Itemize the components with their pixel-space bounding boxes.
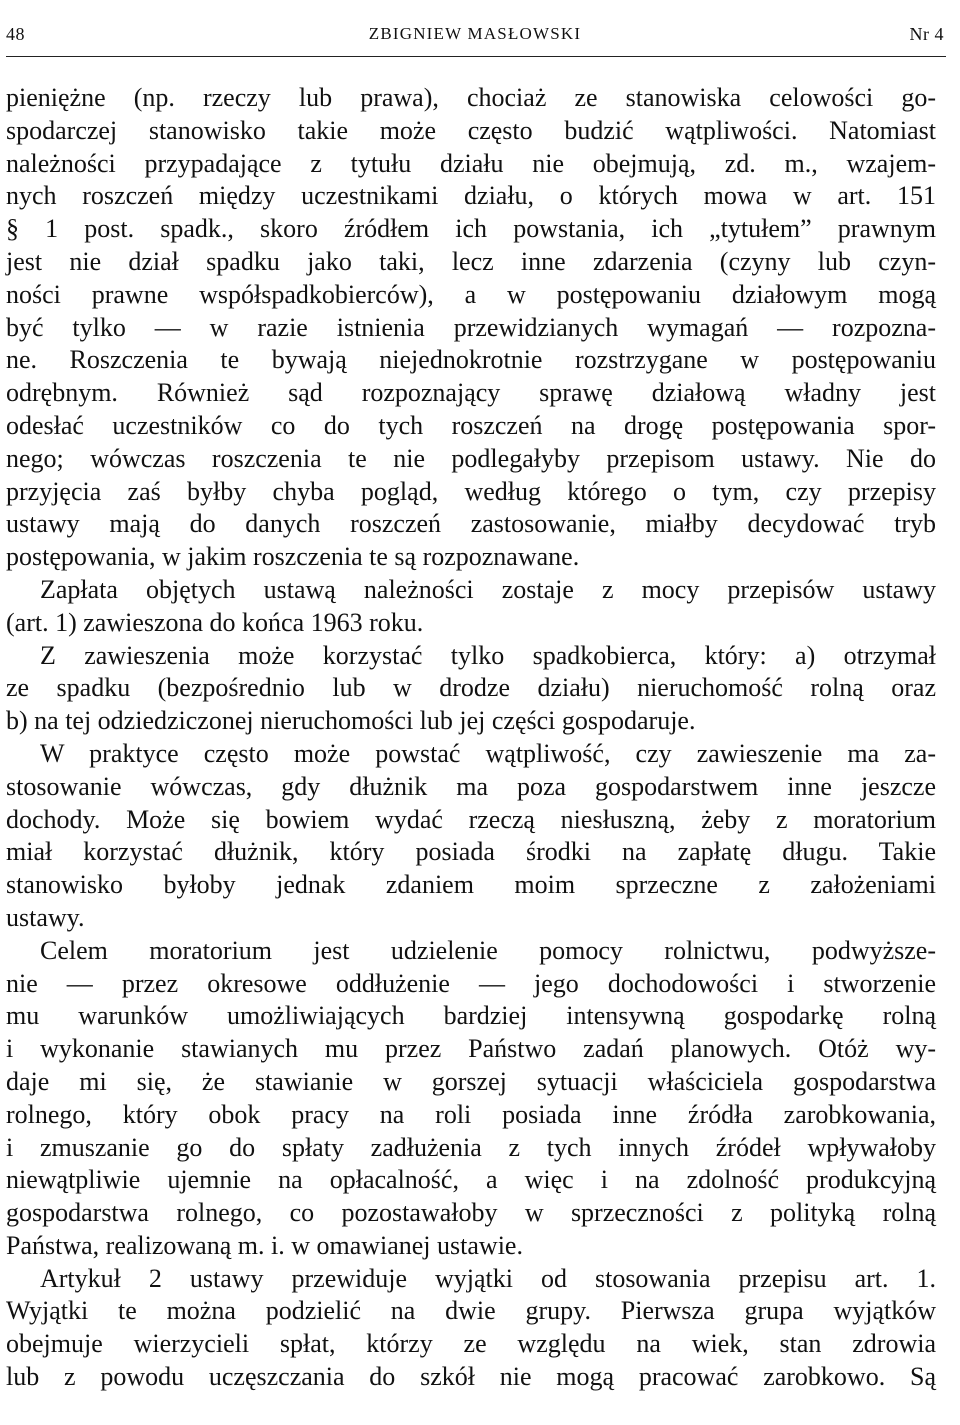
text-line: dochody. Może się bowiem wydać rzeczą niesłuszną, żeby z moratorium (6, 804, 936, 834)
text-line: ności prawne współspadkobierców), a w postępowaniu działowym mogą (6, 279, 936, 309)
text-line: pieniężne (np. rzeczy lub prawa), chociaż ze stanowiska celowości go- (6, 83, 936, 112)
text-line: mu warunków umożliwiających bardziej intensywną gospodarkę rolną (6, 1001, 936, 1031)
text-line: ustawy. (6, 902, 85, 932)
header-rule (6, 56, 946, 57)
text-line: nych roszczeń między uczestnikami działu, o których mowa w art. 151 (6, 181, 936, 211)
text-line: Zapłata objętych ustawą należności zostaje z mocy przepisów ustawy (40, 574, 936, 604)
running-head-author: ZBIGNIEW MASŁOWSKI (368, 24, 582, 43)
text-line: niewątpliwie ujemnie na opłacalność, a więc i na zdolność produkcyjną (6, 1165, 936, 1195)
text-line: gospodarstwa rolnego, co pozostawałoby w sprzeczności z polityką rolną (6, 1198, 936, 1228)
text-line: i wykonanie stawianych mu przez Państwo zadań planowych. Otóż wy- (6, 1034, 936, 1064)
text-line: jest nie dział spadku jako taki, lecz inne zdarzenia (czyny lub czyn- (6, 246, 936, 276)
text-line: rolnego, który obok pracy na roli posiada inne źródła zarobkowania, (6, 1099, 936, 1129)
text-line: przyjęcia zaś byłby chyba pogląd, według którego o tym, czy przepisy (6, 476, 936, 506)
text-line: ze spadku (bezpośrednio lub w drodze działu) nieruchomość rolną oraz (6, 673, 936, 703)
text-line: odesłać uczestników co do tych roszczeń na drogę postępowania spor- (6, 410, 936, 440)
text-line: ustawy mają do danych roszczeń zastosowanie, miałby decydować tryb (6, 509, 936, 539)
text-line: Artykuł 2 ustawy przewiduje wyjątki od stosowania przepisu art. 1. (40, 1263, 936, 1293)
text-line: (art. 1) zawieszona do końca 1963 roku. (6, 607, 424, 637)
text-line: stanowisko byłoby jednak zdaniem moim sprzeczne z założeniami (6, 870, 936, 900)
text-line: daje mi się, że stawianie w gorszej sytuacji właściciela gospodarstwa (6, 1066, 936, 1096)
issue-number: Nr 4 (909, 24, 944, 44)
page-number: 48 (6, 24, 25, 44)
text-line: ne. Roszczenia te bywają niejednokrotnie rozstrzygane w postępowaniu (6, 345, 936, 375)
text-line: nie — przez okresowe oddłużenie — jego dochodowości i stworzenie (6, 968, 936, 998)
text-line: miał korzystać dłużnik, który posiada środki na zapłatę długu. Takie (6, 837, 936, 867)
text-line: Wyjątki te można podzielić na dwie grupy. Pierwsza grupa wyjątków (6, 1296, 936, 1326)
text-line: Z zawieszenia może korzystać tylko spadkobierca, który: a) otrzymał (40, 640, 936, 670)
text-line: Państwa, realizowaną m. i. w omawianej ustawie. (6, 1230, 523, 1260)
running-head (6, 14, 944, 54)
body-text (6, 82, 936, 1394)
text-line: nego; wówczas roszczenia te nie podlegałyby przepisom ustawy. Nie do (6, 443, 936, 473)
text-line: należności przypadające z tytułu działu nie obejmują, zd. m., wzajem- (6, 148, 936, 178)
text-line: być tylko — w razie istnienia przewidzianych wymagań — rozpozna- (6, 312, 936, 342)
text-line: spodarczej stanowisko takie może często budzić wątpliwości. Natomiast (6, 115, 936, 145)
text-line: obejmuje wierzycieli spłat, którzy ze względu na wiek, stan zdrowia (6, 1329, 936, 1359)
text-line: b) na tej odziedziczonej nieruchomości lub jej części gospodaruje. (6, 706, 696, 736)
text-line: stosowanie wówczas, gdy dłużnik ma poza gospodarstwem inne jeszcze (6, 771, 936, 801)
text-line: § 1 post. spadk., skoro źródłem ich powstania, ich „tytułem” prawnym (6, 214, 936, 244)
text-line: postępowania, w jakim roszczenia te są rozpoznawane. (6, 542, 580, 572)
text-line: i zmuszanie go do spłaty zadłużenia z tych innych źródeł wpływałoby (6, 1132, 936, 1162)
text-line: odrębnym. Również sąd rozpoznający sprawę działową władny jest (6, 378, 936, 408)
text-line: Celem moratorium jest udzielenie pomocy rolnictwu, podwyższe- (40, 935, 936, 965)
text-line: lub z powodu uczęszczania do szkół nie mogą pracować zarobkowo. Są (6, 1362, 936, 1392)
text-line: W praktyce często może powstać wątpliwość, czy zawieszenie ma za- (40, 738, 936, 768)
